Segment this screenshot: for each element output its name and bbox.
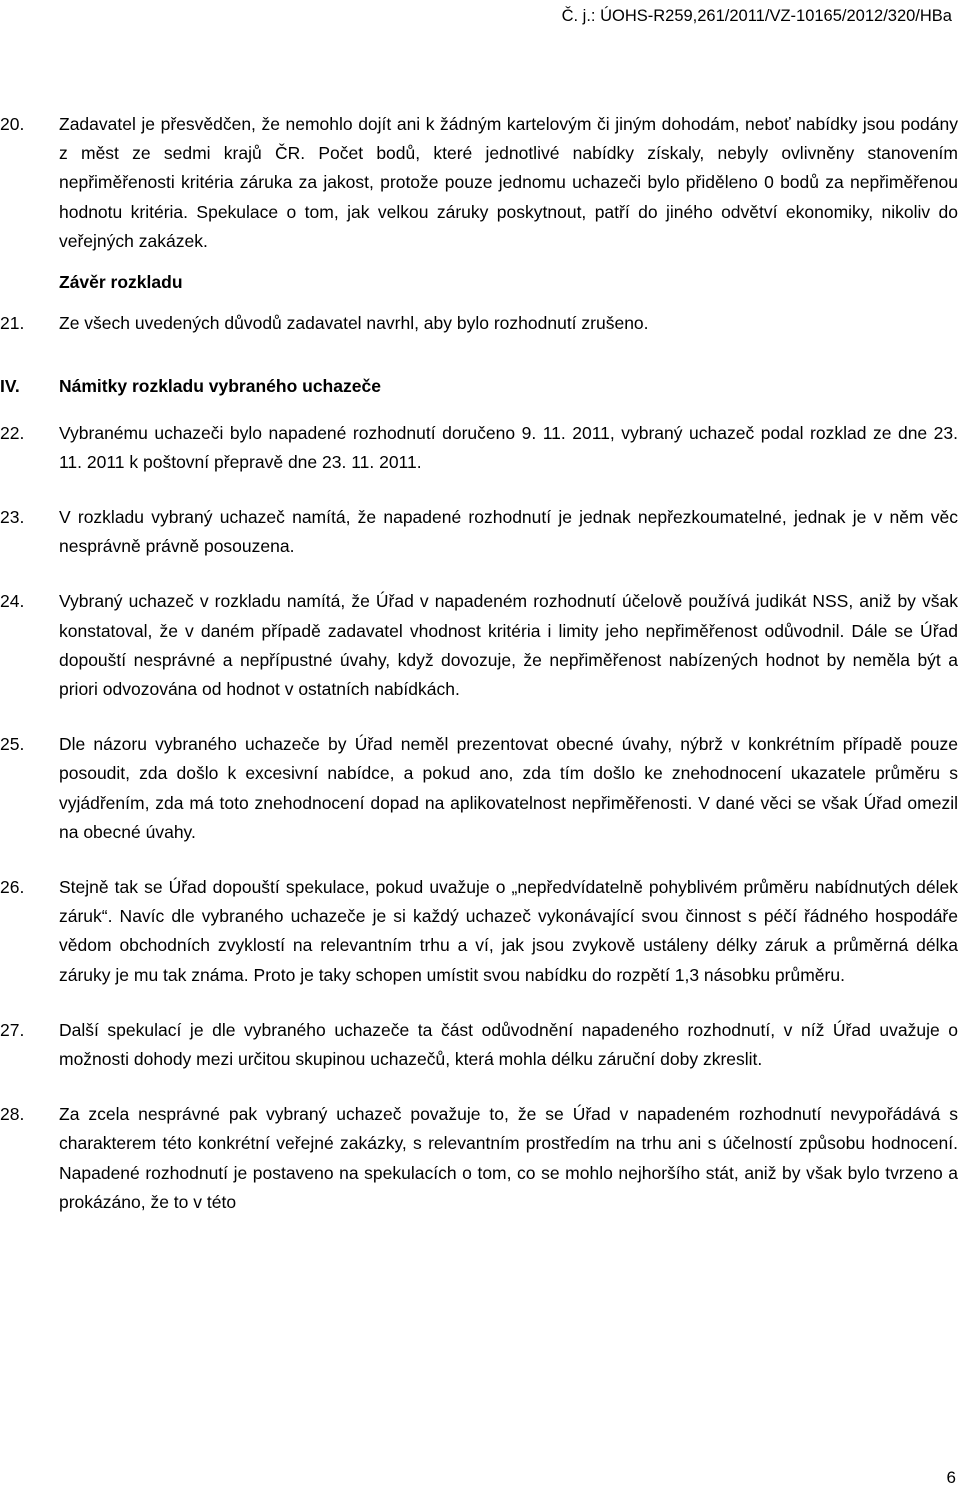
paragraph-text: Ze všech uvedených důvodů zadavatel navrhl, aby bylo rozhodnutí zrušeno. xyxy=(59,313,649,334)
document-reference: Č. j.: ÚOHS-R259,261/2011/VZ-10165/2012/320/HBa xyxy=(561,7,952,25)
document-body xyxy=(0,110,960,1217)
paragraph-number: 25. xyxy=(0,734,25,755)
paragraph-23 xyxy=(0,503,960,561)
paragraph-26 xyxy=(0,873,960,990)
subheading-zaver-rozkladu: Závěr rozkladu xyxy=(59,272,183,293)
paragraph-24 xyxy=(0,587,960,704)
paragraph-text: Za zcela nesprávné pak vybraný uchazeč považuje to, že se Úřad v napadeném rozhodnutí nevypořádává s charakterem této konkrétní veřejné zakázky, s relevantním prostředím na trhu ani s účelností způsobu hodnocení. Napadené rozhodnutí je postaveno na spekulacích o tom, co se mohlo nejhoršího stát, aniž by však bylo tvrzeno a prokázáno, že to v této xyxy=(59,1104,958,1212)
paragraph-text: Vybranému uchazeči bylo napadené rozhodnutí doručeno 9. 11. 2011, vybraný uchazeč podal rozklad ze dne 23. 11. 2011 k poštovní přepravě dne 23. 11. 2011. xyxy=(59,422,958,472)
paragraph-text: Další spekulací je dle vybraného uchazeče ta část odůvodnění napadeného rozhodnutí, v níž Úřad uvažuje o možnosti dohody mezi určitou skupinou uchazečů, která mohla délku záruční doby zkreslit. xyxy=(59,1019,958,1070)
paragraph-number: 23. xyxy=(0,507,25,528)
paragraph-number: 20. xyxy=(0,114,25,134)
paragraph-text: Vybraný uchazeč v rozkladu namítá, že Úřad v napadeném rozhodnutí účelově používá judikát NSS, aniž by však konstatoval, že v daném případě zadavatel vhodnost kritéria i limity jeho nepřiměřenost odůvodnil. Dále se Úřad dopouští nesprávné a nepřípustné úvahy, když dovozuje, že nepřiměřenost nabízených hodnot by neměla být a priori odvozována od hodnot v ostatních nabídkách. xyxy=(59,591,958,700)
section-heading xyxy=(0,372,960,401)
paragraph-number: 22. xyxy=(0,422,25,443)
paragraph-27 xyxy=(0,1016,960,1074)
paragraph-25 xyxy=(0,730,960,847)
paragraph-text: Dle názoru vybraného uchazeče by Úřad neměl prezentovat obecné úvahy, nýbrž v konkrétním případě pouze posoudit, zda došlo k excesivní nabídce, a pokud ano, zda tím došlo ke znehodnocení ukazatele průměru s vyjádřením, zda má toto znehodnocení dopad na aplikovatelnost nepřiměřenosti. V dané věci se však Úřad omezil na obecné úvahy. xyxy=(59,734,958,842)
paragraph-28 xyxy=(0,1100,960,1217)
paragraph-20 xyxy=(0,110,960,256)
paragraph-number: 24. xyxy=(0,591,25,612)
page-number: 6 xyxy=(946,1468,956,1487)
paragraph-number: 28. xyxy=(0,1104,25,1125)
section-title: Námitky rozkladu vybraného uchazeče xyxy=(59,376,381,397)
paragraph-text: Zadavatel je přesvědčen, že nemohlo dojít ani k žádným kartelovým či jiným dohodám, neboť nabídky jsou podány z měst ze sedmi krajů ČR. Počet bodů, které jednotlivé nabídky získaly, nebyly ovlivněny stanovením nepřiměřenosti kritéria záruka za jakost, protože pouze jednomu uchazeči bylo přiděleno 0 bodů za nepřiměřenou hodnotu kritéria. Spekulace o tom, jak velkou záruky poskytnout, patří do jiného odvětví ekonomiky, nikoliv do veřejných zakázek. xyxy=(59,114,958,251)
paragraph-text: V rozkladu vybraný uchazeč namítá, že napadené rozhodnutí je jednak nepřezkoumatelné, jednak je v něm věc nesprávně právně posouzena. xyxy=(59,507,958,557)
paragraph-21 xyxy=(0,309,960,338)
paragraph-text: Stejně tak se Úřad dopouští spekulace, pokud uvažuje o „nepředvídatelně pohyblivém průměru nabídnutých délek záruk“. Navíc dle vybraného uchazeče je si každý uchazeč vykonávající svou činnost s péčí řádného hospodáře vědom obchodních zvyklostí na relevantním trhu a ví, jak jsou zvykově ustáleny délky záruk a průměrná délka záruky je mu tak známa. Proto je taky schopen umístit svou nabídku do rozpětí 1,3 násobku průměru. xyxy=(59,877,958,985)
paragraph-number: 27. xyxy=(0,1019,25,1040)
paragraph-22 xyxy=(0,419,960,477)
section-number: IV. xyxy=(0,376,20,397)
paragraph-number: 26. xyxy=(0,877,25,898)
paragraph-number: 21. xyxy=(0,313,25,334)
